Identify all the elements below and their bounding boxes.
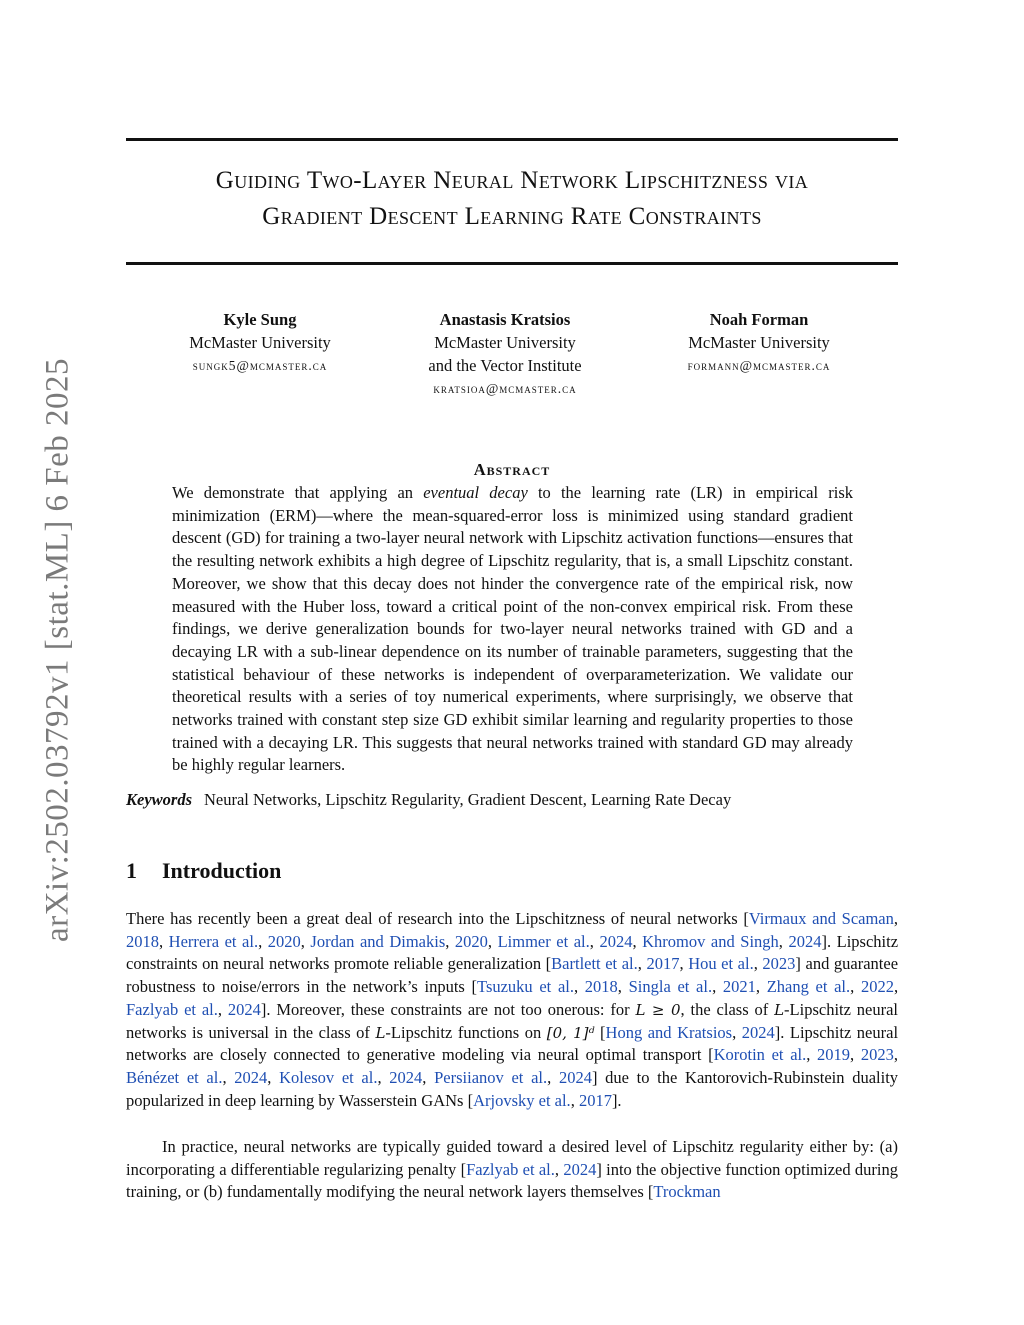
paragraph-text: ,	[806, 1045, 818, 1065]
paragraph-text: ,	[632, 931, 643, 951]
citation-link[interactable]: 2017	[578, 1090, 612, 1110]
keywords-line	[126, 790, 898, 810]
paragraph-text: ,	[637, 954, 647, 974]
section-heading	[126, 858, 281, 884]
paragraph-text: ,	[217, 999, 228, 1019]
paragraph-text: , the class of	[680, 999, 775, 1019]
citation-link[interactable]: Trockman	[653, 1182, 721, 1202]
paragraph-text: ,	[267, 1067, 280, 1087]
citation-link[interactable]: 2023	[762, 954, 796, 974]
paragraph-text: ,	[554, 1159, 564, 1179]
paragraph-text: [	[594, 1022, 606, 1042]
author-name: Noah Forman	[709, 310, 809, 329]
section-number: 1	[126, 858, 137, 883]
citation-link[interactable]: 2024	[234, 1067, 268, 1087]
title-top-rule	[126, 138, 898, 141]
citation-link[interactable]: Persiianov et al.	[434, 1067, 548, 1087]
author-affiliation-2: and the Vector Institute	[428, 356, 582, 375]
abstract-body	[172, 482, 853, 777]
paragraph-text: ,	[487, 931, 498, 951]
citation-link[interactable]: 2024	[599, 931, 633, 951]
title-line-1: Guiding Two-Layer Neural Network Lipschitzness via	[215, 167, 809, 194]
paragraph-text: ,	[547, 1067, 559, 1087]
author-block	[375, 308, 635, 400]
inline-math: [0, 1]ᵈ	[546, 1023, 595, 1042]
arxiv-identifier-stamp: arXiv:2502.03792v1 [stat.ML] 6 Feb 2025	[39, 357, 76, 943]
paragraph-text: ,	[258, 931, 268, 951]
citation-link[interactable]: Tsuzuku et al.	[477, 977, 574, 997]
citation-link[interactable]: Bartlett et al.	[551, 954, 638, 974]
paragraph-text: ,	[222, 1067, 235, 1087]
inline-math: L	[774, 1000, 785, 1019]
inline-math: L	[375, 1023, 386, 1042]
citation-link[interactable]: Fazlyab et al.	[126, 999, 218, 1019]
citation-link[interactable]: Khromov and Singh	[642, 931, 779, 951]
citation-link[interactable]: Fazlyab et al.	[466, 1159, 555, 1179]
paragraph-text: ]. Lipschitz neural networks are closely connected to generative modeling via neural optimal transport [	[126, 1022, 899, 1065]
section-title: Introduction	[162, 858, 282, 883]
citation-link[interactable]: Hong and Kratsios	[605, 1022, 733, 1042]
paragraph-text: ,	[893, 977, 899, 997]
citation-link[interactable]: 2021	[722, 977, 756, 997]
author-email[interactable]: sungk5@mcmaster.ca	[192, 358, 328, 373]
paragraph-text: ]. Lipschitz constraints on neural networks promote reliable generalization [	[126, 931, 899, 974]
paragraph-text: -Lipschitz functions on	[385, 1022, 547, 1042]
citation-link[interactable]: 2024	[741, 1022, 775, 1042]
citation-link[interactable]: 2024	[563, 1159, 597, 1179]
abstract-heading: Abstract	[473, 460, 551, 479]
author-name: Anastasis Kratsios	[439, 310, 571, 329]
citation-link[interactable]: 2020	[267, 931, 301, 951]
author-list	[126, 308, 898, 408]
author-block	[130, 308, 390, 377]
author-email[interactable]: formann@mcmaster.ca	[687, 358, 831, 373]
paragraph-text: ,	[712, 977, 723, 997]
paragraph-text: ].	[611, 1090, 622, 1110]
citation-link[interactable]: 2024	[227, 999, 261, 1019]
paragraph-text: ,	[893, 909, 899, 928]
author-name: Kyle Sung	[223, 310, 297, 329]
citation-link[interactable]: Zhang et al.	[766, 977, 851, 997]
paragraph-text: ,	[573, 977, 585, 997]
citation-link[interactable]: Korotin et al.	[713, 1045, 807, 1065]
abstract-text-rest: to the learning rate (LR) in empirical risk minimization (ERM)—where the mean-squared-error loss is minimized using standard gradient descent (GD) for training a two-layer neural network with Lipschitz activation functions—ensures that the resulting network exhibits a high degree of Lipschitz regularity, that is, a small Lipschitz constant. Moreover, we show that this decay does not hinder the convergence rate of the empirical risk, now measured with the Huber loss, toward a critical point of the non-convex empirical risk. From these findings, we derive generalization bounds for two-layer neural networks trained with GD and a decaying LR with a sub-linear dependence on its number of trainable parameters, suggesting that the statistical behaviour of these networks is independent of overparameterization. We validate our theoretical results with a series of toy numerical experiments, where surprisingly, we observe that networks trained with constant step size GD exhibit similar learning and regularity properties to those trained with a decaying LR. This suggests that neural networks trained with standard GD may already be highly regular learners.	[172, 483, 853, 775]
title-line-2: Gradient Descent Learning Rate Constraints	[262, 203, 762, 230]
paragraph-text: ,	[570, 1090, 579, 1110]
abstract-text-start: We demonstrate that applying an	[172, 483, 424, 502]
paragraph-text: ,	[617, 977, 629, 997]
paragraph-text: ,	[850, 977, 861, 997]
citation-link[interactable]: 2022	[860, 977, 894, 997]
paragraph-text: ] due to the Kantorovich-Rubinstein duality popularized in deep learning by Wasserstein GANs [	[126, 1067, 899, 1110]
paragraph-text: ,	[753, 954, 763, 974]
author-affiliation: McMaster University	[688, 333, 830, 352]
paragraph-text: ,	[377, 1067, 390, 1087]
citation-link[interactable]: Hou et al.	[688, 954, 754, 974]
citation-link[interactable]: 2019	[817, 1045, 851, 1065]
paragraph-text: There has recently been a great deal of research into the Lipschitzness of neural networks [	[126, 909, 749, 928]
citation-link[interactable]: 2018	[126, 931, 159, 951]
author-affiliation: McMaster University	[434, 333, 576, 352]
paragraph-text: ,	[893, 1045, 898, 1065]
paragraph-text: ,	[778, 931, 789, 951]
paragraph-text: ,	[300, 931, 311, 951]
paragraph-text: ,	[679, 954, 689, 974]
paragraph-text: ,	[732, 1022, 742, 1042]
paragraph-text: ] and guarantee robustness to noise/errors in the network’s inputs [	[126, 954, 899, 997]
intro-paragraph-2	[126, 1136, 898, 1204]
citation-link[interactable]: Herrera et al.	[168, 931, 259, 951]
citation-link[interactable]: Virmaux and Scaman	[748, 909, 894, 928]
keywords-text: Neural Networks, Lipschitz Regularity, Gradient Descent, Learning Rate Decay	[204, 790, 732, 809]
citation-link[interactable]: Jordan and Dimakis	[310, 931, 446, 951]
citation-link[interactable]: Bénézet et al.	[126, 1067, 223, 1087]
citation-link[interactable]: 2018	[584, 977, 618, 997]
paragraph-text: ,	[755, 977, 767, 997]
paragraph-text: ,	[422, 1067, 435, 1087]
paragraph-text: ,	[850, 1045, 861, 1065]
citation-link[interactable]: 2024	[389, 1067, 423, 1087]
intro-paragraph-1	[126, 908, 898, 1112]
citation-link[interactable]: 2017	[646, 954, 680, 974]
citation-link[interactable]: Singla et al.	[628, 977, 713, 997]
title-bottom-rule	[126, 262, 898, 265]
author-affiliation: McMaster University	[189, 333, 331, 352]
citation-link[interactable]: 2024	[558, 1067, 592, 1087]
paragraph-text: ,	[445, 931, 455, 951]
citation-link[interactable]: Kolesov et al.	[279, 1067, 378, 1087]
paragraph-text: ,	[159, 931, 169, 951]
inline-math: L ≥ 0	[635, 1000, 681, 1019]
paragraph-text: In practice, neural networks are typically guided toward a desired level of Lipschitz regularity either by: (a) incorporating a differentiable regularizing penalty [	[126, 1137, 898, 1179]
citation-link[interactable]: 2023	[860, 1045, 894, 1065]
citation-link[interactable]: Arjovsky et al.	[473, 1090, 571, 1110]
paragraph-text: ]. Moreover, these constraints are not too onerous: for	[260, 999, 636, 1019]
paragraph-text: -Lipschitz neural networks is universal in the class of	[126, 999, 899, 1042]
author-email[interactable]: kratsioa@mcmaster.ca	[433, 381, 577, 396]
keywords-label: Keywords	[126, 790, 192, 809]
citation-link[interactable]: 2020	[454, 931, 488, 951]
citation-link[interactable]: Limmer et al.	[497, 931, 590, 951]
citation-link[interactable]: 2024	[788, 931, 822, 951]
author-block	[629, 308, 889, 377]
paper-title	[126, 163, 898, 235]
paragraph-text: ] into the objective function optimized during training, or (b) fundamentally modifying the neural network layers themselves [	[126, 1159, 899, 1202]
paragraph-text: ,	[589, 931, 600, 951]
abstract-emphasis: eventual decay	[423, 483, 528, 502]
